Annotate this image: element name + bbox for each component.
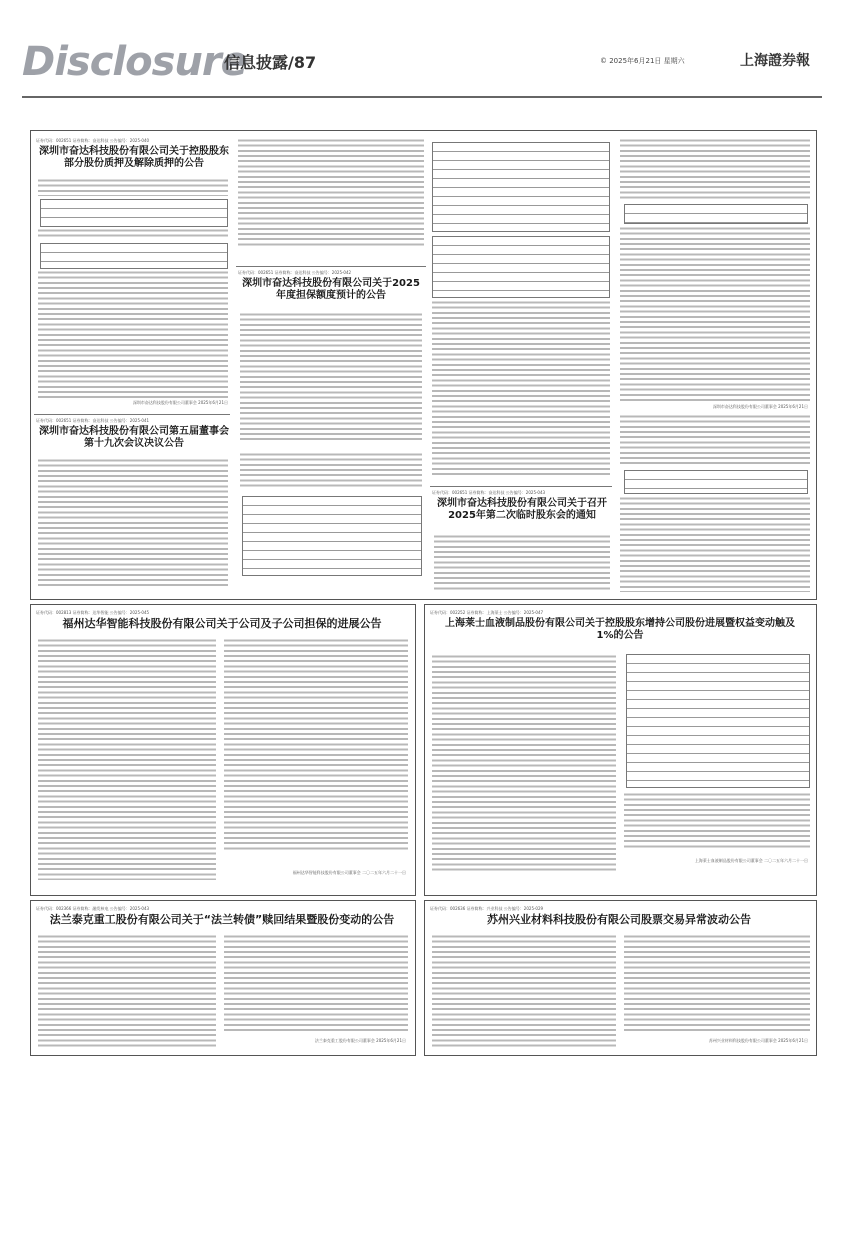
article-body-text — [38, 228, 228, 240]
article-code: 证券代码：002651 证券简称：奋达科技 公告编号：2025-043 — [432, 490, 546, 495]
article-code: 证券代码：002813 证券简称：达华智能 公告编号：2025-045 — [36, 610, 150, 615]
article-code: 证券代码：002636 证券简称：兴业科技 公告编号：2025-029 — [430, 906, 544, 911]
article-body-text — [240, 452, 422, 490]
article-code: 证券代码：002366 证券简称：融发核电 公告编号：2025-043 — [36, 906, 150, 911]
article-table — [432, 142, 610, 232]
section-title: 信息披露/87 — [224, 53, 317, 72]
article-body-text — [432, 934, 616, 1048]
disclosure-logo: Disclosure — [22, 39, 247, 85]
article-body-text — [38, 270, 228, 398]
article-title: 上海莱士血液制品股份有限公司关于控股股东增持公司股份进展暨权益变动触及1%的公告 — [445, 618, 795, 641]
article-code: 证券代码：002252 证券简称：上海莱士 公告编号：2025-047 — [430, 610, 544, 615]
article-body-text — [432, 654, 616, 874]
date-line: © 2025年6月21日 星期六 — [600, 57, 685, 65]
article-table — [242, 496, 422, 576]
article-title: 深圳市奋达科技股份有限公司关于召开2025年第二次临时股东会的通知 — [437, 498, 607, 521]
article-title: 苏州兴业材料科技股份有限公司股票交易异常波动公告 — [487, 913, 751, 926]
article-code: 证券代码：002651 证券简称：奋达科技 公告编号：2025-041 — [36, 418, 150, 423]
article-signature: 福州达华智能科技股份有限公司董事会 二〇二五年六月二十一日 — [292, 870, 406, 875]
article-table — [432, 236, 610, 298]
article-body-text — [224, 934, 408, 1034]
article-title: 深圳市奋达科技股份有限公司关于控股股东部分股份质押及解除质押的公告 — [39, 146, 229, 169]
article-title: 深圳市奋达科技股份有限公司第五届董事会第十九次会议决议公告 — [39, 426, 229, 449]
article-body-text — [624, 792, 810, 848]
article-body-text — [620, 414, 810, 466]
article-body-text — [620, 138, 810, 200]
header-rule — [22, 96, 822, 98]
article-signature: 深圳市奋达科技股份有限公司董事会 2025年6月21日 — [132, 400, 228, 405]
article-title: 福州达华智能科技股份有限公司关于公司及子公司担保的进展公告 — [62, 617, 382, 630]
article-body-text — [38, 458, 228, 588]
article-table — [626, 654, 810, 788]
article-table — [40, 243, 228, 269]
article-code: 证券代码：002651 证券简称：奋达科技 公告编号：2025-042 — [238, 270, 352, 275]
article-title: 法兰泰克重工股份有限公司关于“法兰转债”赎回结果暨股份变动的公告 — [49, 913, 395, 926]
article-signature: 苏州兴业材料科技股份有限公司董事会 2025年6月21日 — [708, 1038, 808, 1043]
article-signature: 上海莱士血液制品股份有限公司董事会 二〇二五年六月二十一日 — [694, 858, 808, 863]
article-body-text — [38, 934, 216, 1048]
article-table — [624, 204, 808, 224]
newspaper-brand: 上海證券報 — [740, 53, 810, 69]
article-table — [40, 199, 228, 227]
article-body-text — [620, 226, 810, 402]
article-body-text — [432, 300, 610, 476]
article-title: 深圳市奋达科技股份有限公司关于2025年度担保额度预计的公告 — [242, 278, 420, 301]
article-body-text — [38, 638, 216, 880]
article-signature: 法兰泰克重工股份有限公司董事会 2025年6月21日 — [314, 1038, 406, 1043]
divider — [430, 486, 612, 487]
article-body-text — [240, 312, 422, 442]
article-body-text — [38, 178, 228, 196]
divider — [236, 266, 426, 267]
article-body-text — [434, 534, 610, 592]
article-body-text — [224, 638, 408, 850]
divider — [34, 414, 230, 415]
article-code: 证券代码：002651 证券简称：奋达科技 公告编号：2025-040 — [36, 138, 150, 143]
article-table — [624, 470, 808, 494]
article-signature: 深圳市奋达科技股份有限公司董事会 2025年6月21日 — [712, 404, 808, 409]
article-body-text — [620, 496, 810, 592]
article-body-text — [238, 138, 424, 248]
page-header — [0, 0, 843, 112]
article-body-text — [624, 934, 810, 1034]
